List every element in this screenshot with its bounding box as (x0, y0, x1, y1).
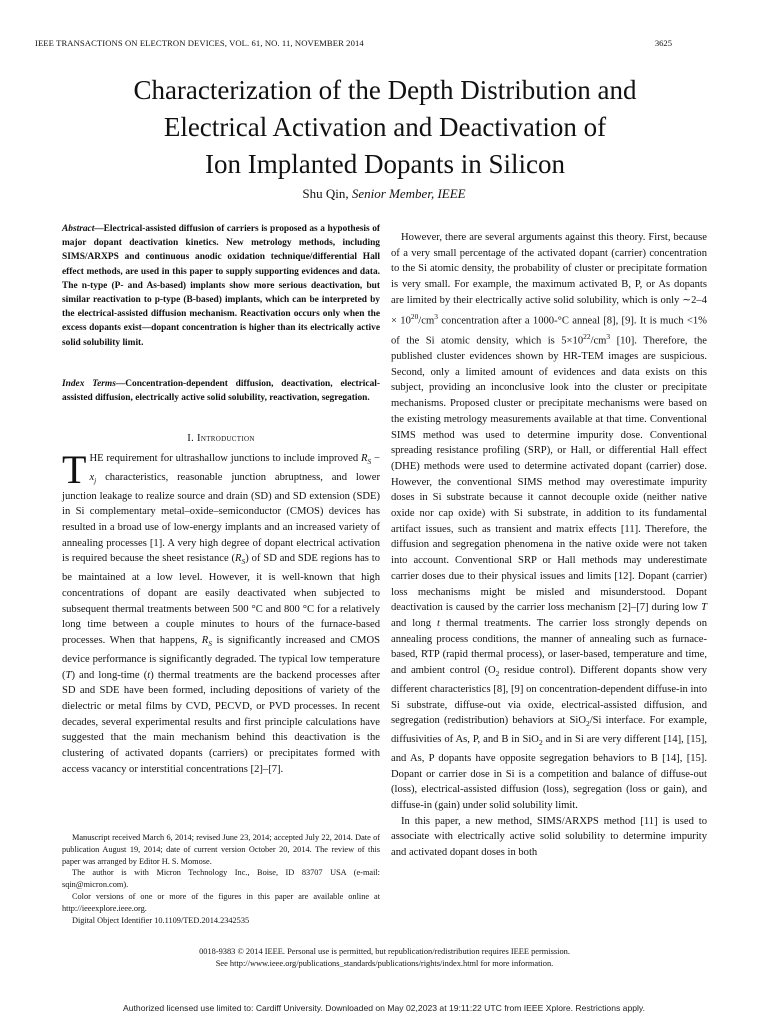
section-title: Introduction (197, 433, 255, 444)
section-heading (62, 433, 380, 444)
footnote-doi: Digital Object Identifier 10.1109/TED.2014.2342535 (72, 915, 250, 925)
footnote-affiliation: The author is with Micron Technology Inc., Boise, ID 83707 USA (e-mail: sqin@micron.com). (62, 868, 380, 890)
abstract-label: Abstract (62, 224, 95, 234)
page-number: 3625 (654, 38, 672, 48)
copyright-line-1: 0018-9383 © 2014 IEEE. Personal use is permitted, but republication/redistribution requires IEEE permission. (199, 947, 570, 956)
title-line-2: Electrical Activation and Deactivation of (163, 112, 607, 142)
author-role: Senior Member, IEEE (351, 186, 466, 201)
copyright-line-2: See http://www.ieee.org/publications_standards/publications/rights/index.html for more information. (215, 959, 554, 968)
section-number: I. (187, 433, 198, 444)
introduction-body (62, 447, 380, 778)
title-line-1: Characterization of the Depth Distribution and (133, 75, 637, 105)
index-terms-label: Index Terms (62, 379, 116, 389)
copyright-notice (62, 946, 707, 970)
index-terms-text: —Concentration-dependent diffusion, deactivation, electrical-assisted diffusion, electrically active solid solubility, reactivation, segregation. (62, 379, 380, 404)
right-paragraph-1: However, there are several arguments against this theory. First, because of a very small percentage of the activated dopant (carrier) concentration to the Si atomic density, the probability of cluster or precipitate formation is very small. For example, the maximum activated B, P, or As dopants are limited by their electrically active solid solubility, which is only ∼2–4 × $10^{20}/cm^3$ concentration after a 1000-°C anneal [8], [9]. It is much <1% of the Si atomic density, which is $5\times 10^{22}/cm^3$ [10]. Therefore, the published cluster evidences shown by HR-TEM images are suspicious. Second, only a limited amount of evidences and data exists on this subject, providing an inconclusive look into the cluster or precipitate mechanisms. Proposed cluster or precipitate mechanisms were based on the existing metrology measurements available at that time. Conventional SIMS method was used to determine impurity dose. Conventional spreading resistance profiling (SRP), or Hall, or differential Hall effect (DHE) methods were used to determine activated dopant (carrier) dose. However, the conventional SIMS method may overestimate impurity doses in Si substrate because it cannot decouple oxide (neither native oxide nor cap oxide) with Si substrate, in addition to its fundamental artifact issues, such as transient and matrix effects [11]. Therefore, the diffusion and segregation phenomena in the native oxide were not taken into account. Conventional SRP or Hall methods may underestimate carrier doses due to their physical issues and limits [12]. Dopant (carrier) loss mechanisms might be misled and misunderstood. Dopant deactivation is caused by the carrier loss mechanism [2]–[7] during low T and long t thermal treatments. The carrier loss strongly depends on annealing process conditions, the manner of annealing such as furnace-based, RTP (rapid thermal process), or laser-based, temperature and time, and ambient control ($O_2$ residue control). Different dopants show very different characteristics [8], [9] on concentration-dependent diffuse-in into Si substrate, diffuse-out via oxide, electrical-assisted diffusion, and segregation (redistribution) behaviors at SiO$_2$/Si interface. For example, diffusivities of As, P, and B in SiO$_2$ and in Si are very different [14], [15], and As, P dopants have opposite segregation behaviors to B [14], [15]. Dopant or carrier dose in Si is a competition and balance of diffuse-out (loss), electrical-assisted diffusion (loss), segregation (loss or gain), and diffuse-in (gain) under solid solubility limit. (391, 232, 707, 811)
drop-cap: T (62, 447, 87, 492)
license-notice: Authorized licensed use limited to: Cardiff University. Downloaded on May 02,2023 at 19:11:22 UTC from IEEE Xplore. Restrictions apply. (123, 1003, 645, 1013)
author-line (0, 186, 768, 202)
footnote-manuscript: Manuscript received March 6, 2014; revised June 23, 2014; accepted July 22, 2014. Date of publication August 19, 2014; date of current version October 20, 2014. The review of this paper was arranged by Editor H. S. Momose. (62, 833, 380, 866)
intro-paragraph: HE requirement for ultrashallow junctions to include improved $R_S - x_j$ characteristics, reasonable junction abruptness, and lower junction leakage to realize source and drain (SD) and SD extension (SDE) in Si complementary metal–oxide–semiconductor (CMOS) devices has resulted in a broad use of low-energy implants and an increased variety of annealing processes [1]. A very high degree of dopant electrical activation is required because the sheet resistance $(R_S)$ of SD and SDE regions has to be maintained at a low level. However, it is well-known that high concentrations of dopant are easily deactivated when subjected to subsequent thermal treatments between 500 °C and 800 °C for a relatively long time between a couple minutes to hours of the furnace-based processes. When that happens, $R_S$ is significantly increased and CMOS device performance is significantly degraded. The typical low temperature (T) and long-time (t) thermal treatments are the backend processes after SD and SDE have been formed, including depositions of variety of the dielectric or metal films by CVD, PECVD, or PVD processes. In recent decades, several experimental results and first principle calculations have suggested that the main mechanism behind this deactivation is the clustering of activated dopants (carriers) or precipitates formed with access vacancy or interstitial concentrations [2]–[7]. (62, 453, 380, 775)
footnotes (62, 832, 380, 926)
right-column-body (391, 230, 707, 861)
footnote-color-note: Color versions of one or more of the figures in this paper are available online at http://ieeexplore.ieee.org. (62, 891, 380, 913)
right-paragraph-2: In this paper, a new method, SIMS/ARXPS method [11] is used to associate with electrically active solid solubility to determine impurity and activated dopant doses in both (391, 815, 707, 859)
abstract-text: —Electrical-assisted diffusion of carriers is proposed as a hypothesis of major dopant deactivation kinetics. New metrology methods, including SIMS/ARXPS and continuous anodic oxidation technique/differential Hall effect methods, are used in this paper to supply supporting evidences and data. The n-type (P- and As-based) implants show more serious deactivation, but similar reactivation to p-type (B-based) implants, which can be interpreted by the electrical-assisted diffusion mechanism. Reactivation occurs only when the excess dopants exist—dopant concentration is higher than its electrically active solid solubility limit. (62, 224, 380, 348)
author-name: Shu Qin, (302, 186, 352, 201)
paper-title (40, 72, 730, 183)
index-terms (62, 377, 380, 405)
title-line-3: Ion Implanted Dopants in Silicon (205, 149, 565, 179)
abstract (62, 222, 380, 350)
journal-header: IEEE TRANSACTIONS ON ELECTRON DEVICES, VOL. 61, NO. 11, NOVEMBER 2014 (35, 38, 364, 48)
